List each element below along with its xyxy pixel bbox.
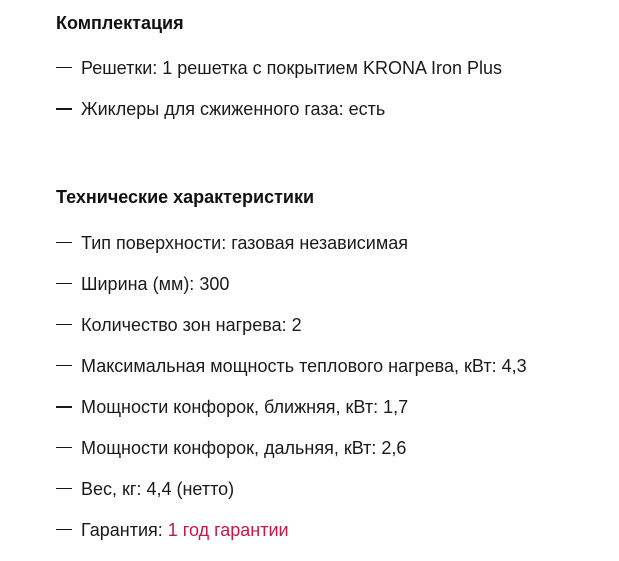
item-label: Тип поверхности: xyxy=(81,233,232,253)
item-value: 300 xyxy=(199,274,230,294)
section-title-specs: Технические характеристики xyxy=(56,187,315,207)
dash-icon xyxy=(56,488,72,489)
dash-icon xyxy=(56,108,72,110)
item-text xyxy=(81,355,527,377)
item-text xyxy=(81,478,234,500)
list-item xyxy=(56,273,616,314)
dash-icon xyxy=(56,529,72,530)
section-equipment xyxy=(56,12,616,139)
warranty-link[interactable]: 1 год гарантии xyxy=(167,520,289,540)
dash-icon xyxy=(56,324,72,325)
item-value: 1,7 xyxy=(383,397,409,417)
dash-icon xyxy=(56,283,72,284)
dash-icon xyxy=(56,67,72,68)
specs-list xyxy=(56,232,616,560)
item-label: Ширина (мм): xyxy=(81,274,200,294)
item-label: Максимальная мощность теплового нагрева, кВт: xyxy=(81,356,502,376)
item-label: Мощности конфорок, ближняя, кВт: xyxy=(81,397,384,417)
dash-icon xyxy=(56,406,72,408)
item-value: 4,4 (нетто) xyxy=(146,479,235,499)
item-label: Решетки: xyxy=(81,58,163,78)
section-specs xyxy=(56,186,616,560)
dash-icon xyxy=(56,447,72,448)
equipment-list xyxy=(56,57,616,139)
list-item xyxy=(56,232,616,273)
item-text xyxy=(81,57,502,79)
section-title-equipment: Комплектация xyxy=(56,13,184,33)
list-item xyxy=(56,478,616,519)
item-label: Жиклеры для сжиженного газа: xyxy=(81,99,349,119)
list-item xyxy=(56,98,616,139)
item-label: Гарантия: xyxy=(81,520,168,540)
item-text xyxy=(81,98,385,120)
item-label: Вес, кг: xyxy=(81,479,147,499)
item-value: 2,6 xyxy=(381,438,407,458)
item-value: 1 решетка с покрытием KRONA Iron Plus xyxy=(162,58,502,78)
dash-icon xyxy=(56,242,72,243)
item-value: 4,3 xyxy=(501,356,527,376)
item-text xyxy=(81,396,408,418)
item-value: газовая независимая xyxy=(231,233,408,253)
item-text xyxy=(81,314,302,336)
item-text xyxy=(81,437,406,459)
list-item xyxy=(56,396,616,437)
list-item xyxy=(56,355,616,396)
list-item xyxy=(56,437,616,478)
dash-icon xyxy=(56,365,72,366)
list-item xyxy=(56,57,616,98)
item-text xyxy=(81,232,408,254)
item-text xyxy=(81,273,229,295)
item-label: Мощности конфорок, дальняя, кВт: xyxy=(81,438,382,458)
item-value: 2 xyxy=(291,315,302,335)
item-value: есть xyxy=(348,99,386,119)
list-item xyxy=(56,314,616,355)
item-label: Количество зон нагрева: xyxy=(81,315,292,335)
item-text xyxy=(81,519,289,541)
list-item xyxy=(56,519,616,560)
